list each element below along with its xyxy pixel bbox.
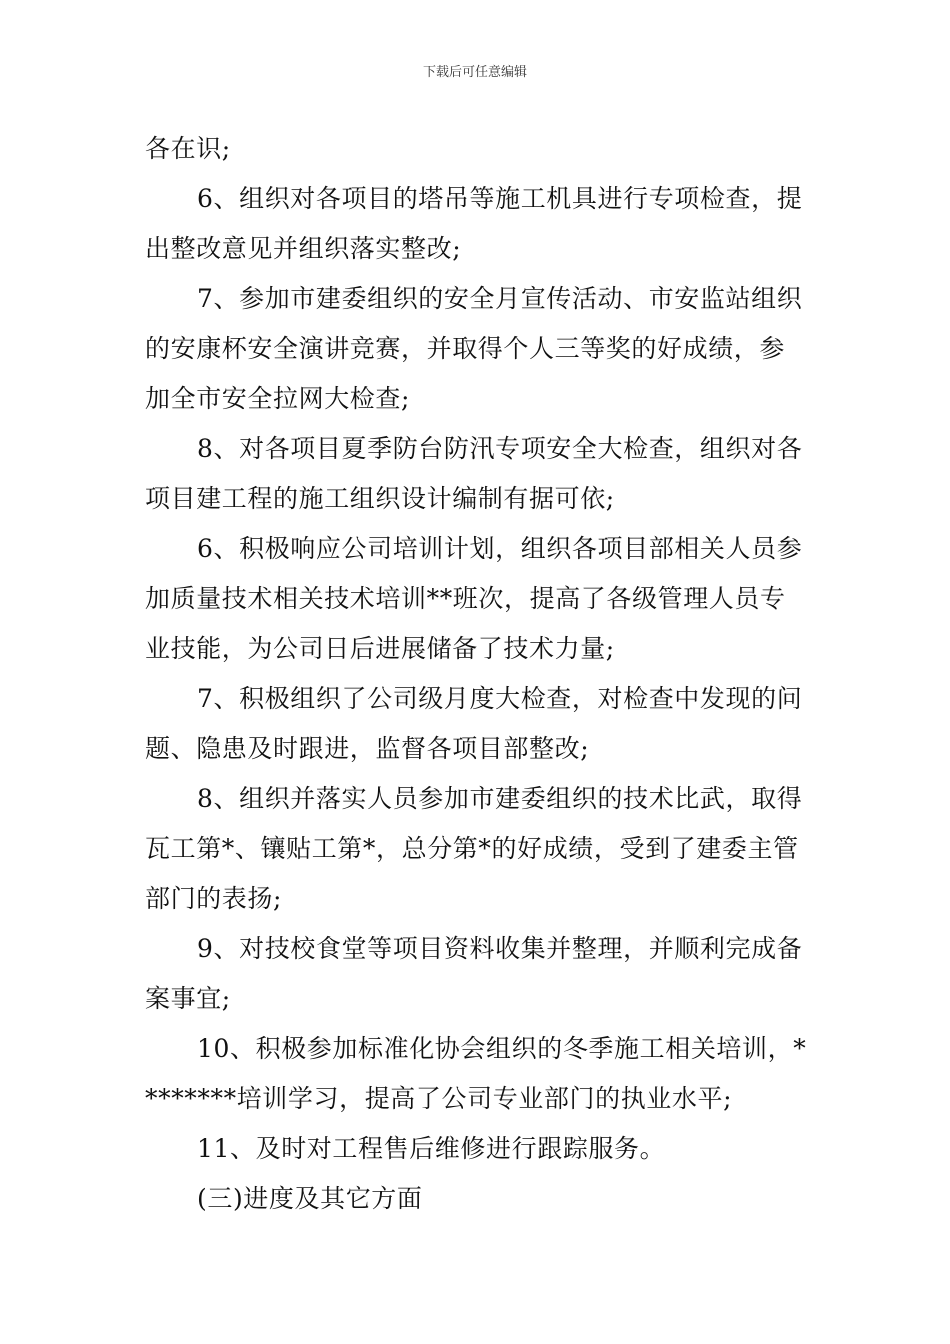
text-line: 8、对各项目夏季防台防汛专项安全大检查，组织对各 [197, 434, 803, 463]
text-line: 6、组织对各项目的塔吊等施工机具进行专项检查，提 [197, 184, 803, 213]
document-body [145, 124, 810, 1224]
text-line: 出整改意见并组织落实整改; [145, 234, 462, 263]
text-line: 加质量技术相关技术培训**班次，提高了各级管理人员专 [145, 584, 786, 613]
text-line: 各在识; [145, 134, 231, 163]
text-line: 11、及时对工程售后维修进行跟踪服务。 [197, 1134, 666, 1163]
text-line: 部门的表扬; [145, 884, 283, 913]
text-line: 项目建工程的施工组织设计编制有据可依; [145, 484, 615, 513]
text-line: 7、积极组织了公司级月度大检查，对检查中发现的问 [197, 684, 803, 713]
text-line: 的安康杯安全演讲竞赛，并取得个人三等奖的好成绩，参 [145, 334, 786, 363]
text-line: *******培训学习，提高了公司专业部门的执业水平; [145, 1084, 733, 1113]
text-line: 瓦工第*、镶贴工第*，总分第*的好成绩，受到了建委主管 [145, 834, 799, 863]
text-line: 7、参加市建委组织的安全月宣传活动、市安监站组织 [197, 284, 803, 313]
section-heading: (三)进度及其它方面 [197, 1184, 423, 1213]
text-line: 9、对技校食堂等项目资料收集并整理，并顺利完成备 [197, 934, 803, 963]
text-line: 8、组织并落实人员参加市建委组织的技术比武，取得 [197, 784, 803, 813]
text-line: 案事宜; [145, 984, 231, 1013]
text-line: 业技能，为公司日后进展储备了技术力量; [145, 634, 615, 663]
text-line: 6、积极响应公司培训计划，组织各项目部相关人员参 [197, 534, 803, 563]
page-header-note: 下载后可任意编辑 [422, 65, 527, 80]
text-line: 10、积极参加标准化协会组织的冬季施工相关培训，* [197, 1034, 807, 1063]
text-line: 加全市安全拉网大检查; [145, 384, 411, 413]
text-line: 题、隐患及时跟进，监督各项目部整改; [145, 734, 590, 763]
